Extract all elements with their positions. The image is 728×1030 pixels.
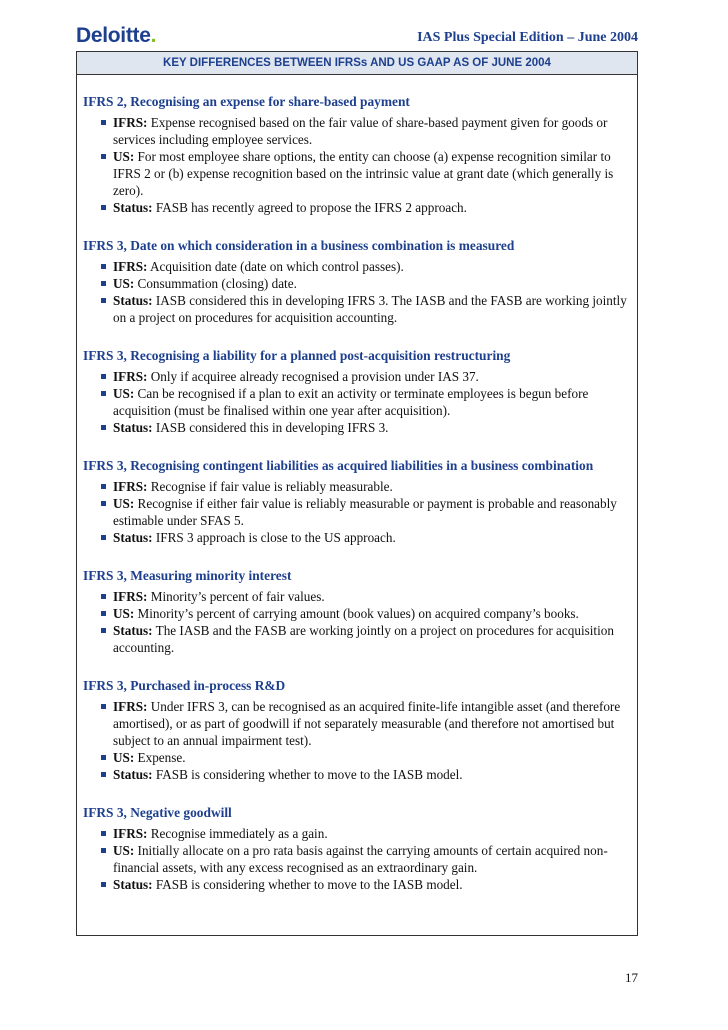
bullet-item — [83, 842, 633, 876]
bullet-item — [83, 588, 633, 605]
bullet-item — [83, 292, 633, 326]
logo-text: Deloitte — [76, 24, 151, 47]
bullet-label: IFRS: — [113, 369, 148, 384]
edition-title: IAS Plus Special Edition – June 2004 — [417, 30, 638, 45]
bullet-text: Recognise immediately as a gain. — [147, 826, 328, 841]
bullet-item — [83, 605, 633, 622]
bullet-label: IFRS: — [113, 699, 148, 714]
bullet-item — [83, 876, 633, 893]
bullet-label: Status: — [113, 420, 153, 435]
bullet-label: US: — [113, 149, 135, 164]
bullet-list — [83, 114, 633, 216]
bullet-item — [83, 199, 633, 216]
bullet-text: Recognise if either fair value is reliably measurable or payment is probable and reasonably estimable under SFAS 5. — [113, 496, 617, 528]
section — [83, 567, 633, 656]
bullet-label: IFRS: — [113, 479, 148, 494]
bullet-text: Minority’s percent of carrying amount (book values) on acquired company’s books. — [134, 606, 579, 621]
bullet-list — [83, 368, 633, 436]
section-title: IFRS 3, Date on which consideration in a business combination is measured — [83, 238, 515, 253]
bullet-text: IASB considered this in developing IFRS 3. — [152, 420, 389, 435]
bullet-item — [83, 478, 633, 495]
bullet-item — [83, 622, 633, 656]
bullet-label: Status: — [113, 200, 153, 215]
bullet-text: Acquisition date (date on which control passes). — [147, 259, 404, 274]
section-title: IFRS 3, Recognising a liability for a planned post-acquisition restructuring — [83, 348, 511, 363]
bullet-text: For most employee share options, the entity can choose (a) expense recognition similar to IFRS 2 or (b) expense recognition based on the intrinsic value at grant date (which generally is zero). — [113, 149, 614, 198]
bullet-text: Consummation (closing) date. — [134, 276, 297, 291]
bullet-label: US: — [113, 750, 135, 765]
bullet-text: FASB has recently agreed to propose the IFRS 2 approach. — [152, 200, 467, 215]
section — [83, 677, 633, 783]
bullet-label: IFRS: — [113, 259, 148, 274]
bullet-text: Minority’s percent of fair values. — [147, 589, 325, 604]
section — [83, 237, 633, 326]
section — [83, 93, 633, 216]
bullet-list — [83, 825, 633, 893]
section-title: IFRS 3, Negative goodwill — [83, 805, 232, 820]
bullet-text: IFRS 3 approach is close to the US approach. — [152, 530, 396, 545]
bullet-label: US: — [113, 496, 135, 511]
bullet-item — [83, 766, 633, 783]
bullet-label: IFRS: — [113, 826, 148, 841]
content-frame — [76, 51, 638, 936]
bullet-label: US: — [113, 606, 135, 621]
bullet-item — [83, 275, 633, 292]
sections-container — [77, 75, 637, 893]
bullet-item — [83, 825, 633, 842]
banner-title: KEY DIFFERENCES BETWEEN IFRSs AND US GAAP AS OF JUNE 2004 — [77, 52, 637, 75]
bullet-text: Expense recognised based on the fair value of share-based payment given for goods or services including employee services. — [113, 115, 608, 147]
bullet-item — [83, 749, 633, 766]
section — [83, 347, 633, 436]
bullet-item — [83, 258, 633, 275]
bullet-label: IFRS: — [113, 115, 148, 130]
bullet-label: US: — [113, 843, 135, 858]
bullet-list — [83, 478, 633, 546]
section-title: IFRS 3, Recognising contingent liabilities as acquired liabilities in a business combination — [83, 458, 594, 473]
deloitte-logo — [76, 24, 156, 48]
bullet-item — [83, 419, 633, 436]
bullet-text: FASB is considering whether to move to the IASB model. — [152, 877, 463, 892]
bullet-text: The IASB and the FASB are working jointly on a project on procedures for acquisition accounting. — [113, 623, 614, 655]
bullet-text: IASB considered this in developing IFRS 3. The IASB and the FASB are working jointly on a project on procedures for acquisition accounting. — [113, 293, 627, 325]
section — [83, 804, 633, 893]
bullet-list — [83, 258, 633, 326]
bullet-label: US: — [113, 276, 135, 291]
bullet-text: Initially allocate on a pro rata basis against the carrying amounts of certain acquired non-financial assets, with any excess recognised as an extraordinary gain. — [113, 843, 608, 875]
bullet-item — [83, 148, 633, 199]
bullet-label: Status: — [113, 767, 153, 782]
section — [83, 457, 633, 546]
bullet-label: IFRS: — [113, 589, 148, 604]
bullet-list — [83, 698, 633, 783]
bullet-item — [83, 368, 633, 385]
bullet-label: Status: — [113, 877, 153, 892]
bullet-text: Under IFRS 3, can be recognised as an acquired finite-life intangible asset (and therefore amortised), or as part of goodwill if not separately measurable (and therefore not amortised but subject to an annual impairment test). — [113, 699, 621, 748]
bullet-label: US: — [113, 386, 135, 401]
bullet-item — [83, 385, 633, 419]
bullet-text: Recognise if fair value is reliably measurable. — [147, 479, 393, 494]
bullet-item — [83, 495, 633, 529]
bullet-item — [83, 114, 633, 148]
section-title: IFRS 3, Purchased in-process R&D — [83, 678, 286, 693]
page-number: 17 — [625, 970, 638, 985]
bullet-label: Status: — [113, 623, 153, 638]
bullet-text: Can be recognised if a plan to exit an activity or terminate employees is begun before acquisition (must be finalised within one year after acquisition). — [113, 386, 589, 418]
bullet-label: Status: — [113, 293, 153, 308]
bullet-text: Only if acquiree already recognised a provision under IAS 37. — [147, 369, 479, 384]
bullet-text: FASB is considering whether to move to the IASB model. — [152, 767, 463, 782]
bullet-item — [83, 529, 633, 546]
logo-dot: . — [150, 24, 157, 47]
section-title: IFRS 2, Recognising an expense for share-based payment — [83, 94, 410, 109]
bullet-label: Status: — [113, 530, 153, 545]
bullet-list — [83, 588, 633, 656]
section-title: IFRS 3, Measuring minority interest — [83, 568, 292, 583]
bullet-text: Expense. — [134, 750, 186, 765]
bullet-item — [83, 698, 633, 749]
